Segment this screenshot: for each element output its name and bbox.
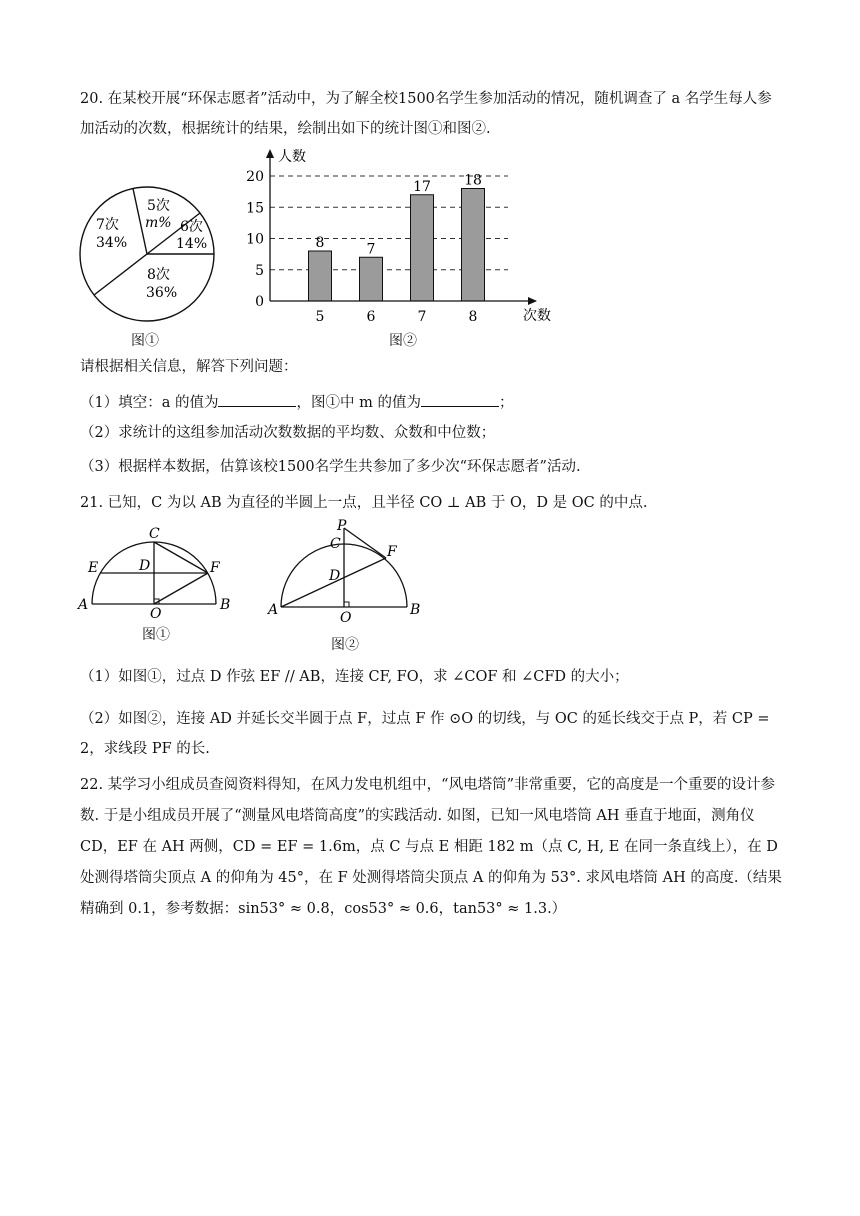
fig2-label-a: A: [268, 602, 279, 618]
fig1-label-e: E: [88, 560, 99, 576]
y-tick-label-15: 15: [246, 200, 264, 217]
bar-5: [309, 251, 332, 301]
fig2-label-p: P: [337, 518, 347, 534]
q20-sub2: （2）求统计的这组参加活动次数数据的平均数、众数和中位数；: [80, 425, 496, 441]
x-tick-label-6: 6: [366, 309, 376, 325]
pie-label-8: 8次: [147, 267, 170, 283]
q20-intro: 请根据相关信息，解答下列问题：: [80, 359, 298, 375]
geometry-figure-1: [76, 522, 246, 622]
y-tick-label-5: 5: [255, 262, 264, 279]
x-tick-label-7: 7: [417, 309, 427, 325]
bar-8: [462, 189, 485, 302]
pie-label-5: 5次: [147, 198, 170, 214]
pie-value-6: 14%: [176, 236, 208, 252]
x-axis-arrow: [528, 297, 537, 305]
bar-value-label-8: 18: [464, 172, 482, 189]
y-tick-label-10: 10: [246, 231, 264, 248]
bar-value-label-5: 8: [315, 235, 325, 251]
fig1-label-d: D: [139, 558, 151, 574]
q20-stem: 20. 在某校开展“环保志愿者”活动中，为了解全校1500名学生参加活动的情况，随机调查了 a 名学生每人参加活动的次数，根据统计的结果，绘制出如下的统计图①和图②.: [80, 91, 772, 137]
bar-7: [411, 195, 434, 301]
fig1-label-b: B: [220, 597, 231, 613]
fig2-right-angle-mark: [344, 602, 349, 607]
answer-blank-m[interactable]: [421, 392, 499, 407]
y-tick-label-0: 0: [255, 294, 264, 310]
fig1-segment-cf: [154, 542, 208, 573]
fig1-caption: 图①: [142, 627, 170, 643]
q20-sub1: [80, 392, 513, 414]
q21-sub2: （2）如图②，连接 AD 并延长交半圆于点 F，过点 F 作 ⊙O 的切线，与 OC 的延长线交于点 P，若 CP = 2，求线段 PF 的长.: [80, 711, 770, 757]
q20-sub3: （3）根据样本数据，估算该校1500名学生共参加了多少次“环保志愿者”活动.: [80, 459, 581, 475]
answer-blank-a[interactable]: [218, 392, 296, 407]
x-axis-label: 次数: [523, 308, 551, 324]
bar-caption: 图②: [389, 333, 417, 349]
bar-chart: [240, 146, 560, 326]
q21-sub1: （1）如图①，过点 D 作弦 EF // AB，连接 CF, FO，求 ∠COF 和 ∠CFD 的大小；: [80, 669, 629, 685]
x-tick-label-5: 5: [315, 309, 325, 325]
pie-label-6: 6次: [180, 219, 203, 235]
fig1-segment-fo: [154, 573, 208, 604]
y-tick-label-20: 20: [246, 169, 264, 185]
pie-value-7: 34%: [96, 235, 128, 251]
q21-stem: 21. 已知，C 为以 AB 为直径的半圆上一点，且半径 CO ⊥ AB 于 O，D 是 OC 的中点.: [80, 495, 648, 511]
fig1-label-o: O: [150, 606, 162, 622]
pie-caption: 图①: [131, 333, 159, 349]
fig2-label-c: C: [330, 536, 341, 552]
pie-divider-lower: [94, 254, 147, 295]
fig2-label-o: O: [340, 610, 352, 626]
q20-sub1-part-a: （1）填空：a 的值为: [80, 395, 219, 411]
pie-value-8: 36%: [146, 285, 178, 301]
q22-stem: 22. 某学习小组成员查阅资料得知，在风力发电机组中，“风电塔筒”非常重要，它的高度是一个重要的设计参数. 于是小组成员开展了“测量风电塔筒高度”的实践活动. 如图，已知一风电塔筒 AH 垂直于地面，测角仪 CD，EF 在 AH 两侧，CD = EF = 1.6m，点 C 与点 E 相距 182 m（点 C, H, E 在同一条直线上），在 D 处测得塔筒尖顶点 A 的仰角为 45°，在 F 处测得塔筒尖顶点 A 的仰角为 53°. 求风电塔筒 AH 的高度.（结果精确到 0.1，参考数据：sin53° ≈ 0.8，cos53° ≈ 0.6，tan53° ≈ 1.3.）: [80, 777, 782, 917]
fig2-tangent-pf: [344, 528, 386, 558]
fig2-label-b: B: [410, 602, 421, 618]
y-axis-label: 人数: [278, 149, 306, 165]
y-axis-arrow: [266, 149, 274, 158]
q20-sub1-part-b: ，图①中 m 的值为: [296, 395, 421, 411]
fig2-label-d: D: [329, 568, 341, 584]
fig1-label-f: F: [210, 560, 220, 576]
fig2-caption: 图②: [331, 637, 359, 653]
pie-chart: [76, 183, 218, 325]
q20-sub1-part-c: ；: [498, 395, 514, 411]
pie-value-5: m%: [145, 215, 172, 231]
pie-label-7: 7次: [96, 217, 119, 233]
fig2-label-f: F: [387, 544, 397, 560]
bar-6: [360, 257, 383, 301]
fig1-label-a: A: [78, 597, 89, 613]
bar-value-label-6: 7: [366, 241, 376, 258]
bar-value-label-7: 17: [413, 178, 431, 195]
x-tick-label-8: 8: [468, 309, 478, 325]
geometry-figure-2: [266, 518, 426, 628]
fig1-label-c: C: [149, 526, 160, 542]
